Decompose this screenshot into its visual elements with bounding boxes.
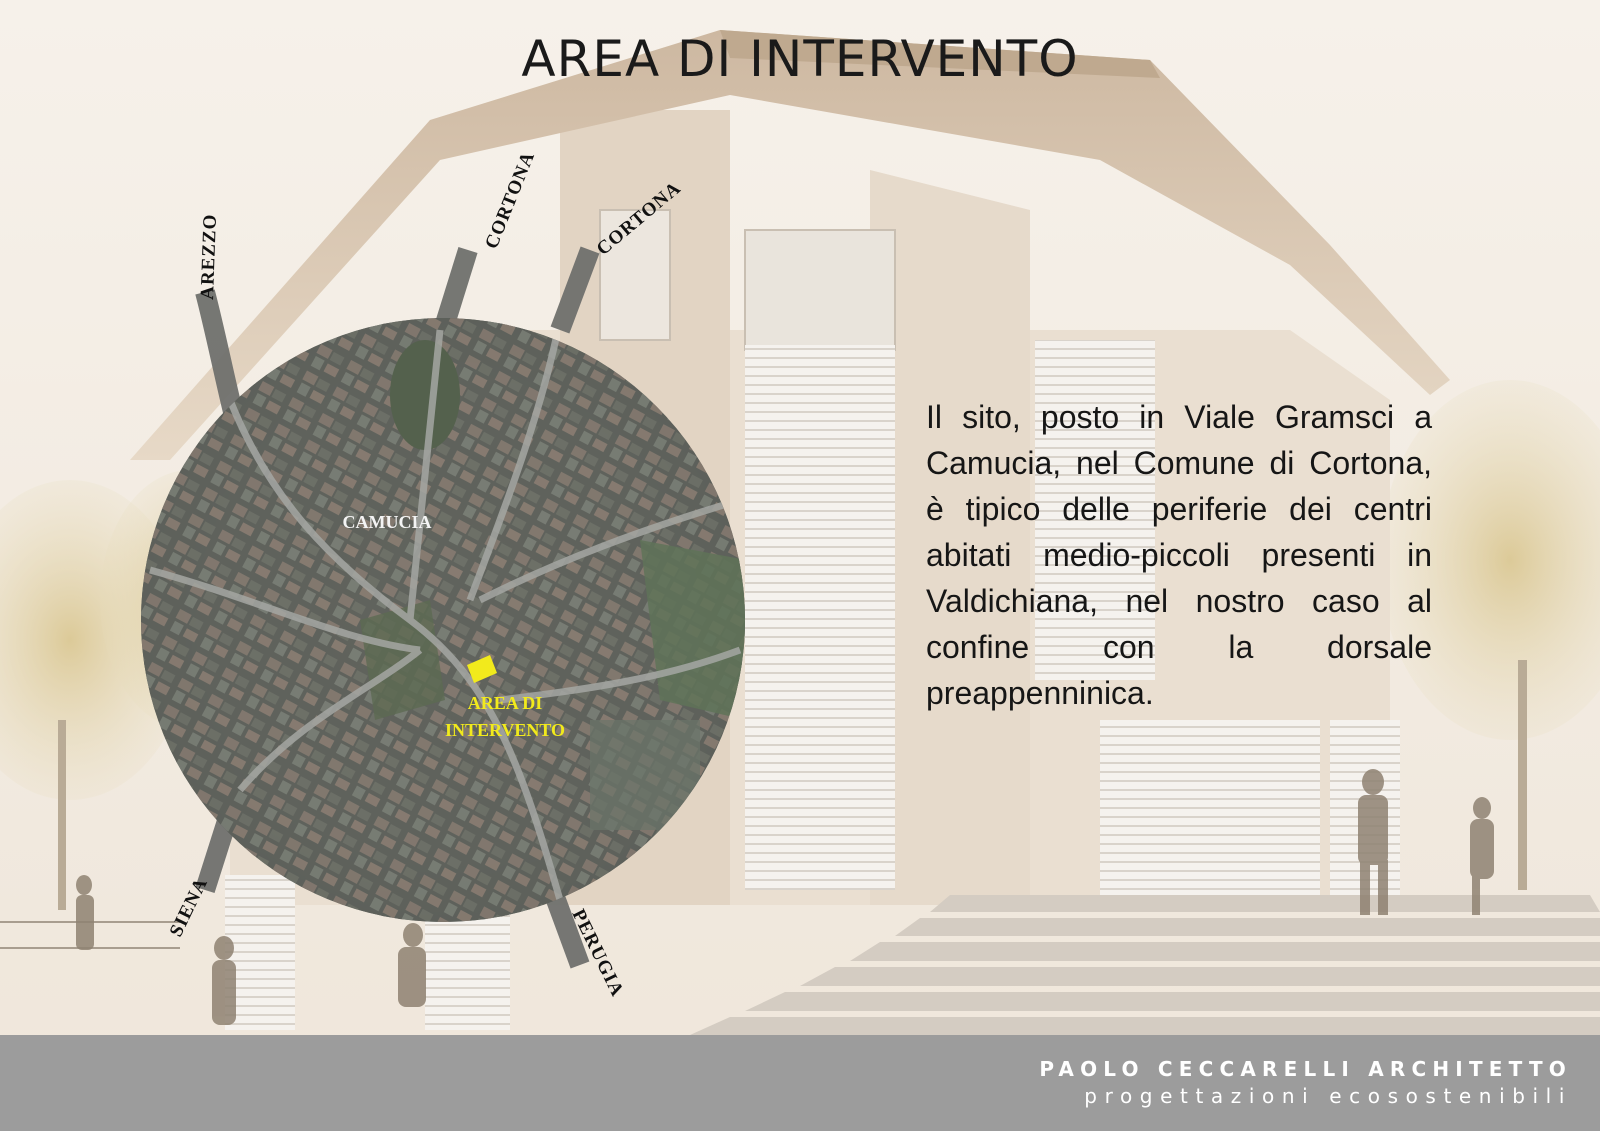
studio-brand — [1039, 1057, 1572, 1108]
site-description: Il sito, posto in Viale Gramsci a Camucia, nel Comune di Cortona, è tipico delle periferie dei centri abitati medio-piccoli presenti in Valdichiana, nel nostro caso al confine con la dorsale preappenninica. — [926, 399, 1432, 711]
studio-name: PAOLO CECCARELLI ARCHITETTO — [1039, 1057, 1572, 1081]
site-label-line-2: INTERVENTO — [444, 720, 566, 740]
road-arezzo — [205, 292, 235, 420]
site-label-line-1: AREA DI — [467, 693, 543, 713]
studio-tagline: progettazioni ecosostenibili — [1084, 1084, 1572, 1108]
road-label-arezzo: AREZZO — [197, 213, 222, 301]
town-label: CAMUCIA — [342, 512, 432, 532]
road-cortona-2 — [560, 250, 590, 330]
road-label-siena: SIENA — [165, 874, 213, 941]
road-label-cortona-1: CORTONA — [481, 148, 540, 252]
road-label-cortona-2: CORTONA — [592, 177, 686, 260]
page-title: AREA DI INTERVENTO — [521, 30, 1079, 88]
road-label-perugia: PERUGIA — [567, 905, 628, 1001]
footer-band — [0, 1035, 1600, 1131]
